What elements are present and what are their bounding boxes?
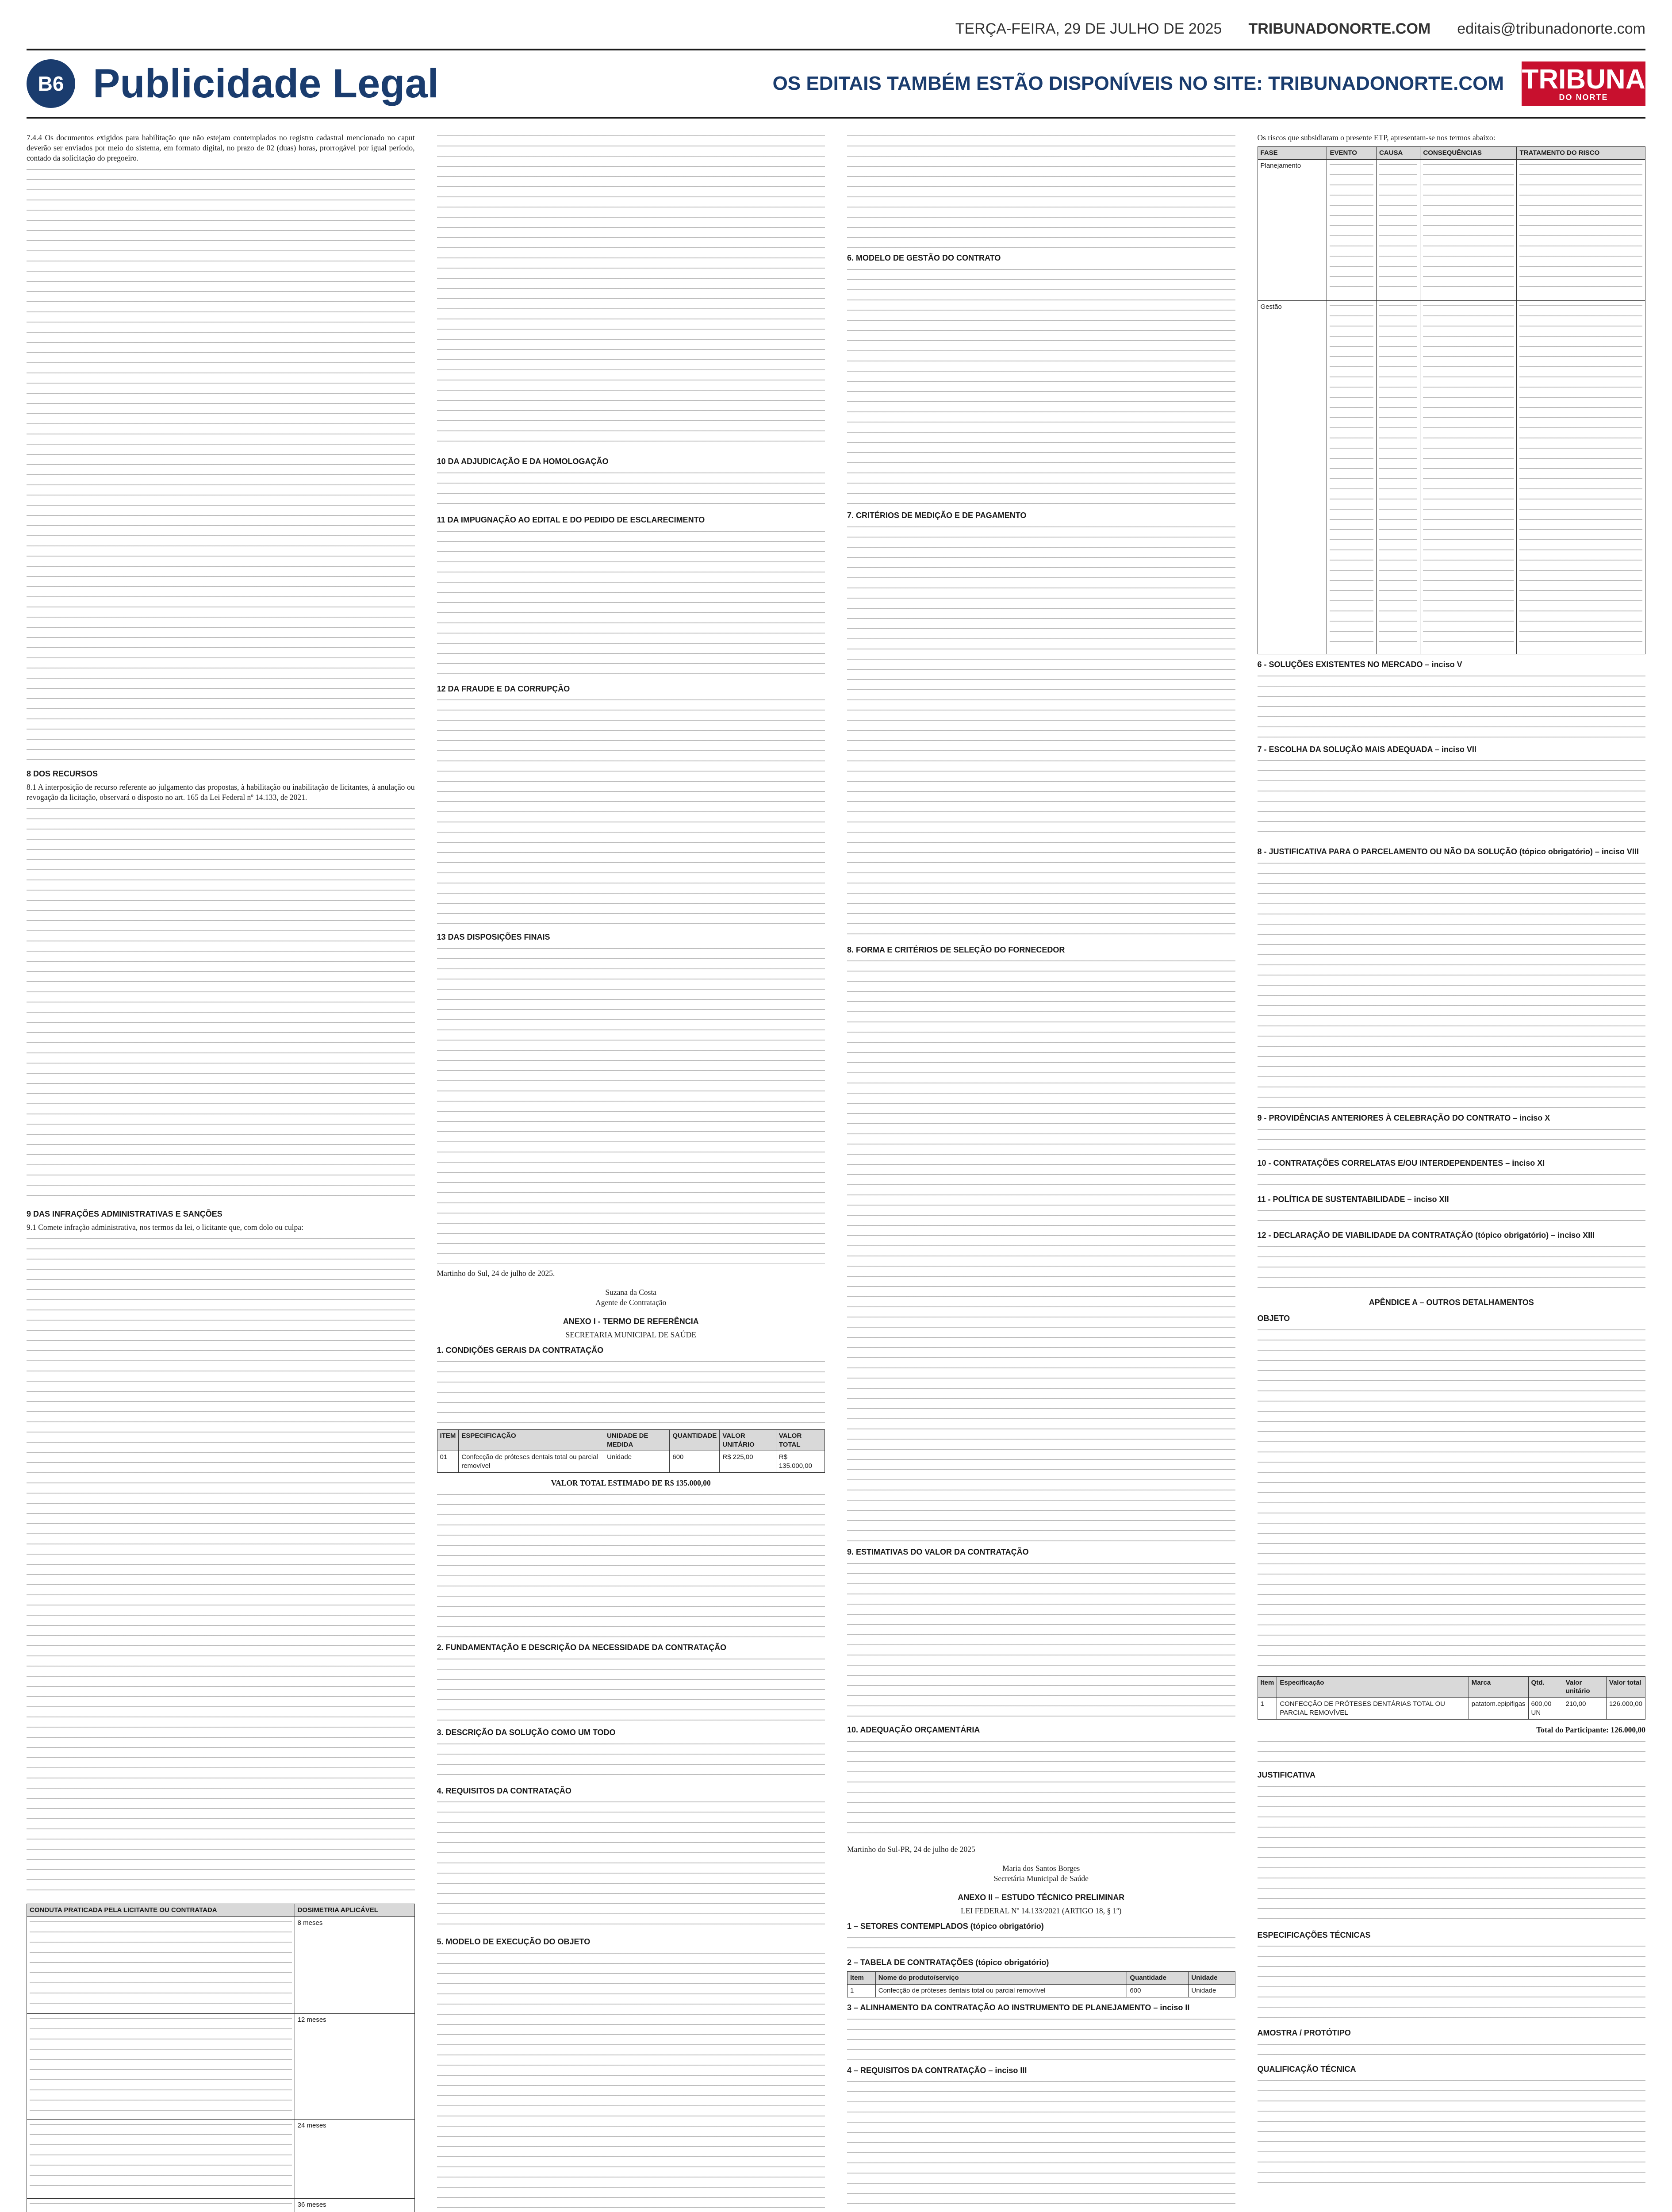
heading-medicao: 7. CRITÉRIOS DE MEDIÇÃO E DE PAGAMENTO	[847, 511, 1027, 520]
heading-disposicoes: 13 DAS DISPOSIÇÕES FINAIS	[437, 933, 550, 942]
cell-text	[1423, 303, 1514, 648]
table-cell	[1528, 1698, 1563, 1720]
total-estimate-text: VALOR TOTAL ESTIMADO DE R$ 135.000,00	[551, 1479, 711, 1488]
text-block	[437, 697, 825, 927]
table-cell: 600	[670, 1451, 720, 1473]
text-block	[1258, 2041, 1646, 2059]
participant-total-text: Total do Participante: 126.000,00	[1536, 1725, 1645, 1734]
table-header: ESPECIFICAÇÃO	[459, 1429, 604, 1451]
table-cell: Planejamento	[1258, 159, 1327, 300]
cell-text	[1519, 161, 1642, 294]
object-table	[1258, 1676, 1646, 1720]
heading-recursos: 8 DOS RECURSOS	[27, 769, 98, 779]
text-block	[1258, 673, 1646, 739]
table-header: DOSIMETRIA APLICÁVEL	[295, 1904, 414, 1917]
paragraph: 8.1 A interposição de recurso referente ao julgamento das propostas, à habilitação ou inabilitação de licitantes, à anulação ou revogação da licitação, observará o disposto no art. 165 da Lei Federal nº 14.133, de 2021.	[27, 783, 415, 802]
heading-fundamentacao: 2. FUNDAMENTAÇÃO E DESCRIÇÃO DA NECESSIDADE DA CONTRATAÇÃO	[437, 1643, 727, 1652]
table-header: Nome do produto/serviço	[875, 1972, 1127, 1985]
table-header: Qtd.	[1528, 1676, 1563, 1698]
table-header: VALOR UNITÁRIO	[720, 1429, 776, 1451]
issue-date: TERÇA-FEIRA, 29 DE JULHO DE 2025	[955, 20, 1222, 37]
annex-title: ANEXO II – ESTUDO TÉCNICO PRELIMINAR	[958, 1893, 1125, 1902]
qty-unit: UN	[1531, 1709, 1541, 1717]
signature-block	[437, 1287, 825, 1308]
place-date: Martinho do Sul, 24 de julho de 2025.	[437, 1269, 555, 1278]
heading-escolha: 7 - ESCOLHA DA SOLUÇÃO MAIS ADEQUADA – inciso VII	[1257, 745, 1476, 754]
page-badge: B6	[27, 59, 75, 108]
table-cell: 600	[1127, 1985, 1189, 1997]
table-cell: Confecção de próteses dentais total ou parcial removível	[459, 1451, 604, 1473]
table-header: ITEM	[437, 1429, 459, 1451]
columns	[27, 133, 1645, 2212]
table-cell: 126.000,00	[1606, 1698, 1645, 1720]
dosimetry-table	[27, 1904, 415, 2212]
table-cell: R$ 225,00	[720, 1451, 776, 1473]
cell-text	[30, 2121, 292, 2192]
signature-block	[847, 1863, 1235, 1884]
cell-text	[30, 2016, 292, 2113]
heading-sustentabilidade: 11 - POLÍTICA DE SUSTENTABILIDADE – inciso XII	[1257, 1194, 1449, 1204]
text-block	[1258, 1244, 1646, 1292]
heading-alinhamento: 3 – ALINHAMENTO DA CONTRATAÇÃO AO INSTRUMENTO DE PLANEJAMENTO – inciso II	[847, 2003, 1190, 2012]
text-block	[437, 1656, 825, 1722]
heading-tabela: 2 – TABELA DE CONTRATAÇÕES (tópico obrigatório)	[847, 1958, 1049, 1967]
signer-name: Suzana da Costa	[605, 1288, 657, 1297]
text-block	[847, 2016, 1235, 2060]
paragraph: 7.4.4 Os documentos exigidos para habilitação que não estejam contemplados no registro cadastral mencionado no caput deverão ser enviados por meio do sistema, em formato digital, no prazo de 02 (duas) horas, prorrogável por igual período, contado da solicitação do pregoeiro.	[27, 133, 415, 163]
table-header: CONSEQUÊNCIAS	[1420, 147, 1517, 160]
heading-impugnacao: 11 DA IMPUGNAÇÃO AO EDITAL E DO PEDIDO DE ESCLARECIMENTO	[437, 515, 705, 524]
qty-value: 600,00	[1531, 1700, 1552, 1708]
item-table	[437, 1429, 825, 1473]
participant-total	[1258, 1725, 1646, 1735]
table-header: EVENTO	[1327, 147, 1377, 160]
heading-providencias: 9 - PROVIDÊNCIAS ANTERIORES À CELEBRAÇÃO DO CONTRATO – inciso X	[1257, 1114, 1550, 1123]
table-cell: 24 meses	[295, 2119, 414, 2198]
text-block	[437, 1799, 825, 1932]
signer-role: Secretária Municipal de Saúde	[993, 1874, 1089, 1883]
cell-text	[1423, 161, 1514, 294]
heading-requisitos: 4 – REQUISITOS DA CONTRATAÇÃO – inciso III	[847, 2066, 1027, 2075]
risk-intro: Os riscos que subsidiaram o presente ETP, apresentam-se nos termos abaixo:	[1257, 133, 1496, 142]
heading-requisitos: 4. REQUISITOS DA CONTRATAÇÃO	[437, 1786, 571, 1795]
table-header: Marca	[1469, 1676, 1528, 1698]
heading-execucao: 5. MODELO DE EXECUÇÃO DO OBJETO	[437, 1937, 591, 1947]
cell-text	[1379, 161, 1417, 294]
text-block	[437, 945, 825, 1264]
text-block	[437, 528, 825, 679]
column-3	[847, 133, 1235, 2212]
logo-sub: DO NORTE	[1559, 93, 1608, 102]
paragraph: 9.1 Comete infração administrativa, nos termos da lei, o licitante que, com dolo ou culpa:	[27, 1222, 303, 1232]
text-block	[1258, 1783, 1646, 1925]
email-link[interactable]: editais@tribunadonorte.com	[1457, 20, 1645, 37]
heading-objeto: OBJETO	[1257, 1313, 1290, 1323]
text-block	[1258, 1171, 1646, 1189]
logo-main: TRIBUNA	[1522, 64, 1645, 95]
table-cell: Gestão	[1258, 300, 1327, 654]
table-header: CONDUTA PRATICADA PELA LICITANTE OU CONTRATADA	[27, 1904, 295, 1917]
table-header: Valor unitário	[1563, 1676, 1606, 1698]
text-block	[437, 470, 825, 510]
site-note: OS EDITAIS TAMBÉM ESTÃO DISPONÍVEIS NO SITE: TRIBUNADONORTE.COM	[772, 73, 1504, 94]
heading-estimativas: 9. ESTIMATIVAS DO VALOR DA CONTRATAÇÃO	[847, 1548, 1029, 1557]
heading-viabilidade: 12 - DECLARAÇÃO DE VIABILIDADE DA CONTRATAÇÃO (tópico obrigatório) – inciso XIII	[1257, 1231, 1595, 1240]
risk-table	[1258, 146, 1646, 654]
text-block	[847, 524, 1235, 940]
place-date: Martinho do Sul-PR, 24 de julho de 2025	[847, 1844, 975, 1854]
table-header: TRATAMENTO DO RISCO	[1517, 147, 1645, 160]
column-1	[27, 133, 415, 2212]
column-4	[1258, 133, 1646, 2212]
heading-setores: 1 – SETORES CONTEMPLADOS (tópico obrigatório)	[847, 1921, 1044, 1931]
appendix-title: APÊNDICE A – OUTROS DETALHAMENTOS	[1369, 1298, 1534, 1307]
table-cell: 36 meses	[295, 2198, 414, 2212]
cell-text	[1330, 303, 1373, 648]
text-block	[1258, 1738, 1646, 1765]
annex-subtitle: SECRETARIA MUNICIPAL DE SAÚDE	[565, 1330, 696, 1340]
table-cell: CONFECÇÃO DE PRÓTESES DENTÁRIAS TOTAL OU PARCIAL REMOVÍVEL	[1277, 1698, 1469, 1720]
text-block	[437, 1741, 825, 1781]
cell-text	[1379, 303, 1417, 648]
table-header: QUANTIDADE	[670, 1429, 720, 1451]
text-block	[437, 1359, 825, 1425]
heading-especificacoes: ESPECIFICAÇÕES TÉCNICAS	[1257, 1930, 1371, 1939]
table-cell: 01	[437, 1451, 459, 1473]
cell-text	[30, 1919, 292, 2007]
table-header: Especificação	[1277, 1676, 1469, 1698]
table-cell: 1	[1258, 1698, 1277, 1720]
text-block	[847, 1935, 1235, 1952]
table-header: Valor total	[1606, 1676, 1645, 1698]
text-block	[1258, 860, 1646, 1108]
signer-role: Agente de Contratação	[595, 1298, 667, 1307]
table-header: Item	[1258, 1676, 1277, 1698]
heading-amostra: AMOSTRA / PROTÓTIPO	[1257, 2028, 1351, 2038]
text-block	[847, 958, 1235, 1542]
heading-forma-selecao: 8. FORMA E CRITÉRIOS DE SELEÇÃO DO FORNECEDOR	[847, 945, 1065, 954]
total-estimate	[437, 1478, 825, 1488]
table-header: UNIDADE DE MEDIDA	[604, 1429, 670, 1451]
heading-fraude: 12 DA FRAUDE E DA CORRUPÇÃO	[437, 684, 570, 693]
top-info-bar	[27, 13, 1645, 44]
column-2	[437, 133, 825, 2212]
table-header: FASE	[1258, 147, 1327, 160]
heading-adjudicacao: 10 DA ADJUDICAÇÃO E DA HOMOLOGAÇÃO	[437, 457, 609, 466]
table-header: VALOR TOTAL	[776, 1429, 824, 1451]
annex-title: ANEXO I - TERMO DE REFERÊNCIA	[563, 1317, 699, 1326]
heading-condicoes: 1. CONDIÇÕES GERAIS DA CONTRATAÇÃO	[437, 1346, 604, 1355]
text-block	[1258, 1126, 1646, 1153]
text-block	[27, 806, 415, 1204]
heading-descricao: 3. DESCRIÇÃO DA SOLUÇÃO COMO UM TODO	[437, 1728, 616, 1737]
text-block	[1258, 2078, 1646, 2184]
table-cell: Unidade	[604, 1451, 670, 1473]
text-block	[847, 1560, 1235, 1720]
text-block	[847, 1738, 1235, 1840]
signer-name: Maria dos Santos Borges	[1002, 1863, 1080, 1873]
annex-subtitle: LEI FEDERAL Nº 14.133/2021 (ARTIGO 18, § 1º)	[961, 1906, 1122, 1915]
text-block	[437, 1950, 825, 2212]
table-cell: 1	[848, 1985, 876, 1997]
contracts-table	[847, 1971, 1235, 1997]
site-link[interactable]: TRIBUNADONORTE.COM	[1248, 20, 1431, 37]
text-block	[27, 166, 415, 764]
heading-infracoes: 9 DAS INFRAÇÕES ADMINISTRATIVAS E SANÇÕES	[27, 1210, 222, 1219]
table-header: CAUSA	[1376, 147, 1420, 160]
text-block	[437, 133, 825, 451]
cell-text	[1330, 161, 1373, 294]
section-header	[27, 49, 1645, 119]
text-block	[1258, 1943, 1646, 2023]
table-cell: 8 meses	[295, 1916, 414, 2013]
table-header: Unidade	[1189, 1972, 1235, 1985]
table-cell: Unidade	[1189, 1985, 1235, 1997]
heading-qualificacao: QUALIFICAÇÃO TÉCNICA	[1257, 2065, 1356, 2074]
heading-gestao: 6. MODELO DE GESTÃO DO CONTRATO	[847, 253, 1001, 262]
text-block	[27, 1236, 415, 1899]
text-block	[847, 2078, 1235, 2212]
cell-text	[1519, 303, 1642, 648]
table-cell: 12 meses	[295, 2013, 414, 2119]
text-block	[847, 133, 1235, 248]
cell-text	[30, 2200, 292, 2212]
text-block	[437, 1491, 825, 1637]
heading-orcamento: 10. ADEQUAÇÃO ORÇAMENTÁRIA	[847, 1725, 980, 1734]
table-cell: patatom.epipifigas	[1469, 1698, 1528, 1720]
heading-solucoes: 6 - SOLUÇÕES EXISTENTES NO MERCADO – inciso V	[1257, 660, 1462, 669]
heading-justificativa: JUSTIFICATIVA	[1257, 1770, 1315, 1779]
section-title: Publicidade Legal	[93, 61, 439, 106]
heading-parcelamento: 8 - JUSTIFICATIVA PARA O PARCELAMENTO OU NÃO DA SOLUÇÃO (tópico obrigatório) – inciso VIII	[1257, 847, 1639, 856]
table-header: Quantidade	[1127, 1972, 1189, 1985]
text-block	[1258, 1207, 1646, 1225]
table-header: Item	[848, 1972, 876, 1985]
text-block	[1258, 757, 1646, 841]
text-block	[1258, 1327, 1646, 1672]
text-block	[847, 266, 1235, 505]
table-cell: 210,00	[1563, 1698, 1606, 1720]
newspaper-logo	[1522, 61, 1645, 106]
table-cell: R$ 135.000,00	[776, 1451, 824, 1473]
heading-correlatas: 10 - CONTRATAÇÕES CORRELATAS E/OU INTERDEPENDENTES – inciso XI	[1257, 1158, 1545, 1167]
table-cell: Confecção de próteses dentais total ou parcial removível	[875, 1985, 1127, 1997]
